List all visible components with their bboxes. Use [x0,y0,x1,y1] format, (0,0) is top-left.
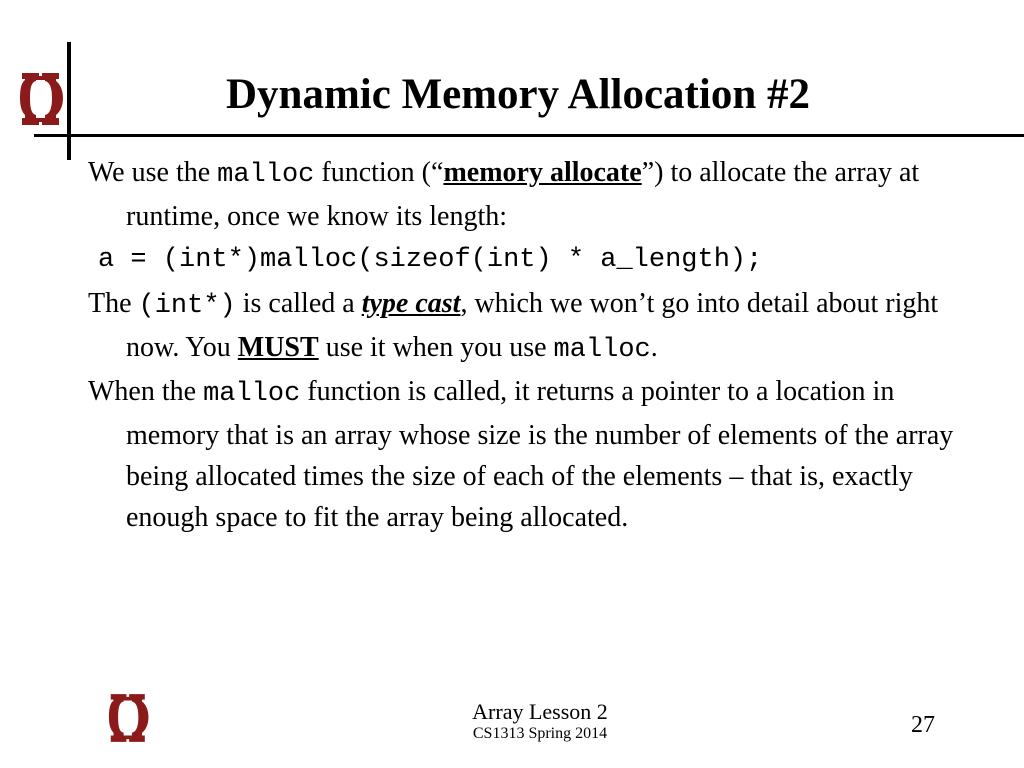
text-span: When the [88,376,204,407]
text-span: The [88,288,139,319]
code-int-cast: (int*) [138,291,236,321]
slide-title: Dynamic Memory Allocation #2 [226,71,810,118]
title-vertical-rule [67,42,71,160]
paragraph-malloc-returns [88,371,968,538]
ou-logo-icon [108,688,154,748]
paragraph-malloc-intro [88,152,968,237]
code-malloc: malloc [217,160,315,190]
emphasis-must: MUST [237,332,319,363]
text-span: ”) to allocate the array at runtime, once we know its length: [126,157,920,232]
title-horizontal-rule [34,134,1024,137]
text-span: We use the [88,157,218,188]
code-example-line: a = (int*)malloc(sizeof(int) * a_length); [98,245,763,275]
ou-logo-icon [19,70,69,128]
footer-course: CS1313 Spring 2014 [472,725,608,742]
slide-body [88,152,968,538]
text-span: . [650,332,658,363]
emphasis-memory-allocate: memory allocate [443,157,642,188]
footer-lesson: Array Lesson 2 [472,699,608,724]
text-span: use it when you use [318,332,554,363]
emphasis-type-cast: type cast [361,288,461,319]
text-span: , which we won’t go into detail about right now. You [126,288,939,363]
code-malloc: malloc [203,379,301,409]
text-span: function (“ [314,157,444,188]
paragraph-type-cast [88,283,968,371]
code-malloc: malloc [553,335,651,365]
text-span: is called a [235,288,362,319]
text-span: function is called, it returns a pointer to a location in memory that is an array whose size is the number of elements of the array being allocated times the size of each of the elements – that is, exactly enough space to fit the array being allocated. [126,376,954,533]
page-number: 27 [911,712,935,738]
